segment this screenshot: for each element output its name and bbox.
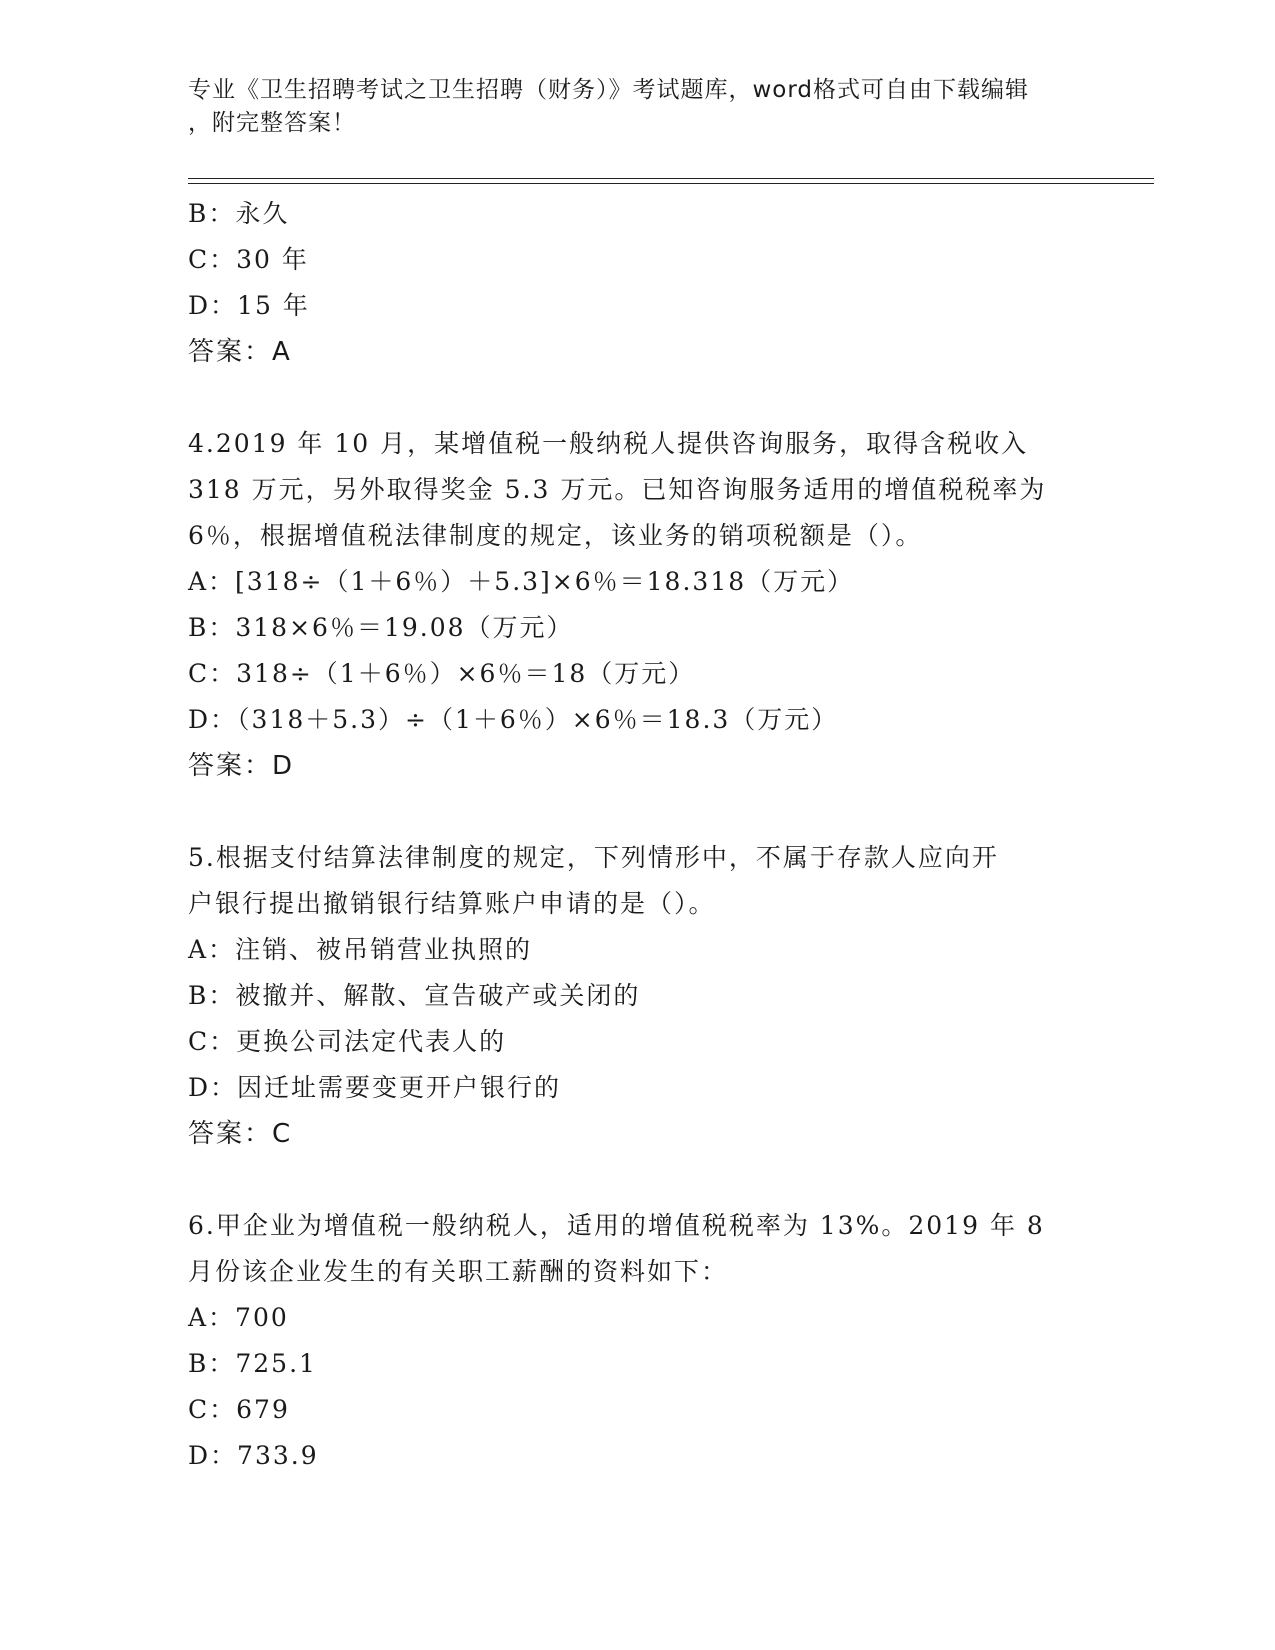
- q5-stem-line-2: 户银行提出撤销银行结算账户申请的是（）。: [188, 889, 716, 918]
- q3-option-c: C：30 年: [188, 245, 309, 274]
- q6-option-b: B：725.1: [188, 1349, 317, 1378]
- spacer: [188, 789, 1088, 835]
- spacer: [188, 375, 1088, 421]
- question-4: [188, 421, 1088, 789]
- q6-option-d: D：733.9: [188, 1441, 319, 1470]
- header-divider-bottom: [188, 183, 1154, 184]
- q5-option-d: D：因迁址需要变更开户银行的: [188, 1073, 562, 1102]
- q4-stem-line-1: 4.2019 年 10 月，某增值税一般纳税人提供咨询服务，取得含税收入: [188, 429, 1029, 458]
- header-line-2: ，附完整答案！: [188, 110, 356, 136]
- q4-stem-line-3: 6％，根据增值税法律制度的规定，该业务的销项税额是（）。: [188, 521, 923, 550]
- q4-option-c: C：318÷（1＋6％）×6％＝18（万元）: [188, 659, 696, 688]
- q3-answer: 答案：A: [188, 337, 292, 367]
- q4-answer: 答案：D: [188, 751, 295, 781]
- q4-option-d: D：（318＋5.3）÷（1＋6％）×6％＝18.3（万元）: [188, 705, 839, 734]
- q3-option-b: B：永久: [188, 199, 290, 228]
- header-line-1: 专业《卫生招聘考试之卫生招聘（财务）》考试题库，word格式可自由下载编辑: [188, 77, 1030, 103]
- q6-stem-line-2: 月份该企业发生的有关职工薪酬的资料如下：: [188, 1257, 729, 1286]
- q5-option-c: C：更换公司法定代表人的: [188, 1027, 507, 1056]
- header-divider-top: [188, 178, 1154, 179]
- q4-stem-line-2: 318 万元，另外取得奖金 5.3 万元。已知咨询服务适用的增值税税率为: [188, 475, 1047, 504]
- q6-option-c: C：679: [188, 1395, 290, 1424]
- q5-option-a: A：注销、被吊销营业执照的: [188, 935, 533, 964]
- question-5: [188, 835, 1088, 1157]
- q4-option-b: B：318×6％＝19.08（万元）: [188, 613, 574, 642]
- document-header: [188, 74, 1088, 140]
- q4-option-a: A：[318÷（1＋6％）＋5.3]×6％＝18.318（万元）: [188, 567, 855, 596]
- q6-stem-line-1: 6.甲企业为增值税一般纳税人，适用的增值税税率为 13%。2019 年 8: [188, 1211, 1045, 1240]
- question-6: [188, 1203, 1088, 1479]
- q3-option-d: D：15 年: [188, 291, 310, 320]
- q6-option-a: A：700: [188, 1303, 289, 1332]
- question-3-tail: [188, 191, 1088, 375]
- q5-option-b: B：被撤并、解散、宣告破产或关闭的: [188, 981, 641, 1010]
- q5-stem-line-1: 5.根据支付结算法律制度的规定，下列情形中，不属于存款人应向开: [188, 843, 999, 872]
- spacer: [188, 1157, 1088, 1203]
- question-content: [188, 191, 1088, 1479]
- q5-answer: 答案：C: [188, 1119, 293, 1149]
